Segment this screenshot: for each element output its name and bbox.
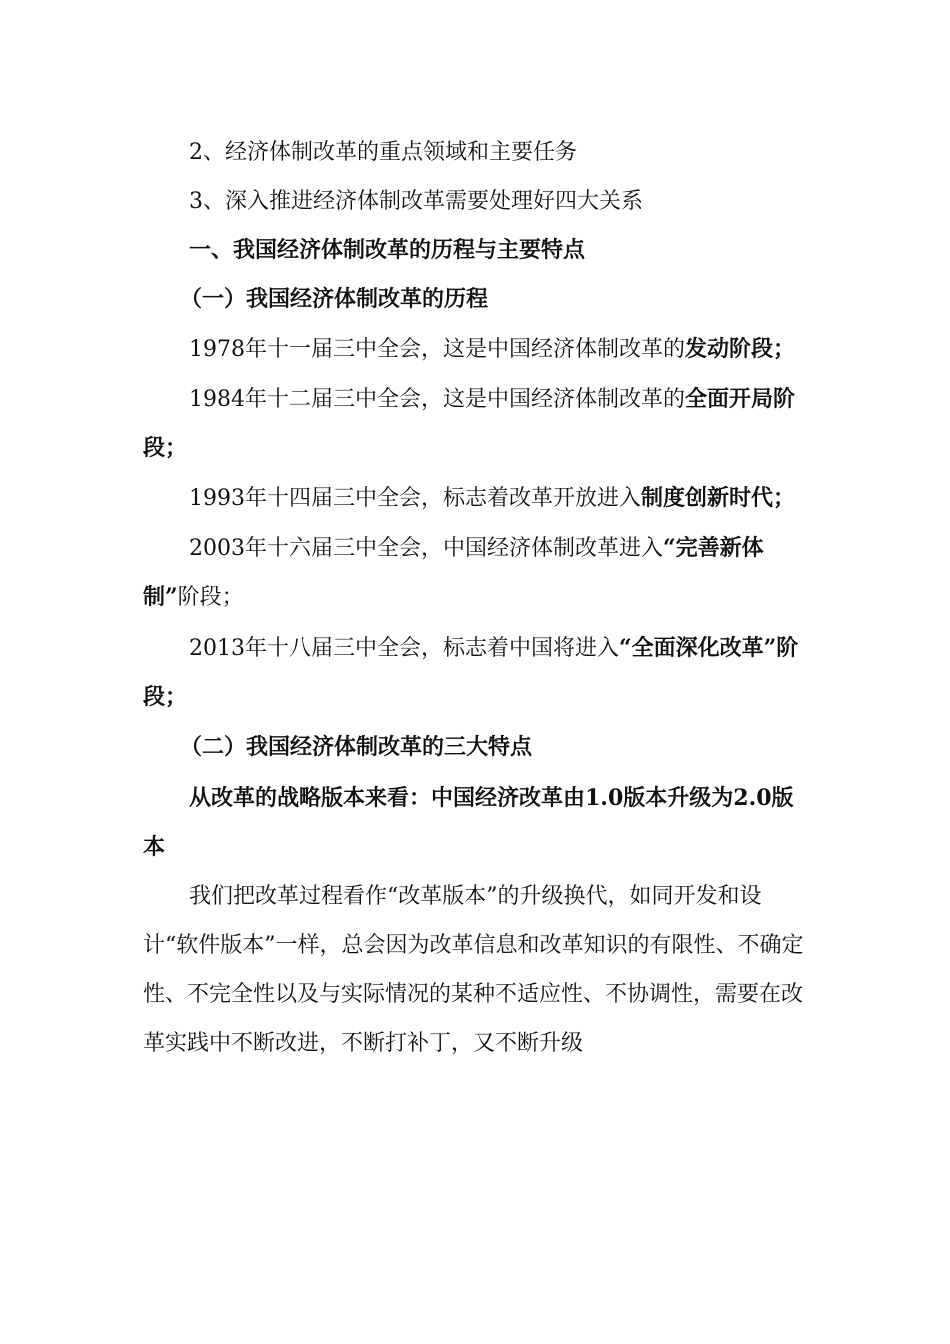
subsection-heading-1 [180,275,809,324]
paragraph-1978-text: 1978年十一届三中全会，这是中国经济体制改革的 [189,337,685,362]
paragraph-1978 [143,325,809,374]
paragraph-2003-text: 2003年十六届三中全会，中国经济体制改革进入 [189,536,663,561]
paragraph-1993-text: 1993年十四届三中全会，标志着改革开放进入 [189,486,641,511]
subsection-heading-1-text: （一）我国经济体制改革的历程 [180,286,489,312]
list-item-2 [143,128,809,177]
paragraph-1984-text: 1984年十二届三中全会，这是中国经济体制改革的 [189,387,685,412]
paragraph-2013-emphasis: “全面深化改革”阶段； [143,635,799,710]
paragraph-1993 [143,474,809,523]
section-heading-1-text: 一、我国经济体制改革的历程与主要特点 [189,237,586,263]
list-item-2-text: 2、经济体制改革的重点领域和主要任务 [189,140,577,165]
feature-1-heading [143,774,809,872]
list-item-3-text: 3、深入推进经济体制改革需要处理好四大关系 [189,189,643,214]
paragraph-1984 [143,375,809,473]
feature-1-heading-text: 从改革的战略版本来看：中国经济改革由1.0版本升级为2.0版本 [143,785,794,860]
paragraph-2003-tail: 阶段； [177,585,244,610]
body-paragraph-text: 我们把改革过程看作“改革版本”的升级换代，如同开发和设计“软件版本”一样，总会因为改革信息和改革知识的有限性、不确定性、不完全性以及与实际情况的某种不适应性、不协调性，需要在改革实践中不断改进，不断打补丁，又不断升级 [143,884,804,1056]
paragraph-2003-emphasis: “完善新体制” [143,535,764,610]
subsection-heading-2-text: （二）我国经济体制改革的三大特点 [180,734,533,760]
paragraph-1978-emphasis: 发动阶段； [685,336,796,362]
paragraph-2013 [143,624,809,722]
paragraph-2013-text: 2013年十八届三中全会，标志着中国将进入 [189,636,619,661]
section-heading-1 [143,226,809,275]
paragraph-1984-emphasis: 全面开局阶段； [143,386,796,461]
paragraph-2003 [143,524,809,622]
body-paragraph [143,872,809,1068]
subsection-heading-2 [180,723,809,772]
list-item-3 [143,177,809,226]
paragraph-1993-emphasis: 制度创新时代； [641,485,796,511]
